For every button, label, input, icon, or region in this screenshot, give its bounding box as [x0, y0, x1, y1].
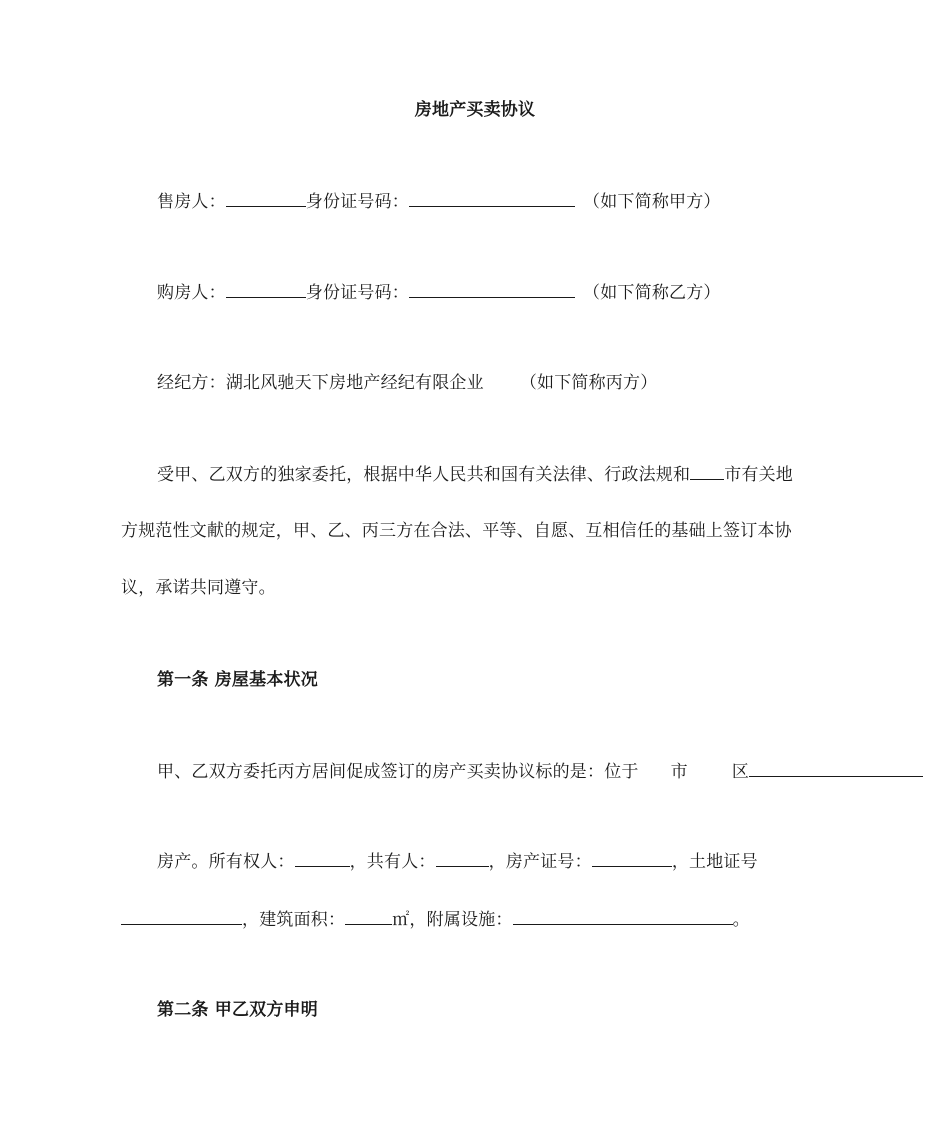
- facilities-blank[interactable]: [513, 907, 733, 925]
- agent-line: [0, 371, 950, 395]
- sentence-end: 。: [732, 910, 750, 930]
- seller-name-blank[interactable]: [226, 189, 306, 207]
- seller-label: 售房人：: [157, 192, 226, 212]
- agent-alias: （如下简称丙方）: [519, 373, 658, 393]
- article-2-heading: 第二条 甲乙双方申明: [157, 1000, 318, 1020]
- facilities-label: ㎡，附属设施：: [392, 910, 513, 930]
- owner-label: 房产。所有权人：: [157, 852, 295, 872]
- property-location-text: 甲、乙双方委托丙方居间促成签订的房产买卖协议标的是：位于: [157, 762, 639, 782]
- seller-id-blank[interactable]: [409, 189, 575, 207]
- article-1-heading: 第一条 房屋基本状况: [157, 670, 318, 690]
- owner-blank[interactable]: [295, 849, 350, 867]
- article-1-line-1: [0, 759, 950, 784]
- article-1-line-3: [0, 907, 950, 932]
- property-cert-label: ，房产证号：: [488, 852, 592, 872]
- land-cert-label: ，土地证号: [671, 852, 758, 872]
- district-label: 区: [731, 762, 750, 782]
- buyer-line: [0, 280, 950, 305]
- preamble-text-1a: 受甲、乙双方的独家委托，根据中华人民共和国有关法律、行政法规和: [157, 465, 691, 485]
- preamble-line-3: 议，承诺共同遵守。: [121, 578, 276, 598]
- land-cert-blank[interactable]: [121, 907, 242, 925]
- city-label: 市: [670, 762, 688, 782]
- property-cert-blank[interactable]: [592, 849, 672, 867]
- preamble-text-1b: 市有关地: [724, 465, 794, 485]
- buyer-name-blank[interactable]: [226, 280, 306, 298]
- preamble-line-1: [0, 462, 950, 487]
- agent-label: 经纪方：: [157, 373, 226, 393]
- buyer-id-label: 身份证号码：: [305, 283, 410, 303]
- co-owner-label: ，共有人：: [349, 852, 436, 872]
- preamble-line-2: 方规范性文献的规定，甲、乙、丙三方在合法、平等、自愿、互相信任的基础上签订本协: [121, 521, 792, 541]
- area-blank[interactable]: [345, 907, 392, 925]
- seller-line: [0, 189, 950, 214]
- document-title: 房地产买卖协议: [414, 100, 536, 120]
- article-1-line-2: [0, 849, 950, 874]
- address-blank[interactable]: [749, 759, 923, 777]
- co-owner-blank[interactable]: [436, 849, 489, 867]
- city-blank[interactable]: [690, 462, 724, 480]
- seller-id-label: 身份证号码：: [305, 192, 410, 212]
- buyer-alias: （如下简称乙方）: [583, 283, 721, 303]
- seller-alias: （如下简称甲方）: [583, 192, 721, 212]
- buyer-id-blank[interactable]: [409, 280, 575, 298]
- buyer-label: 购房人：: [157, 283, 226, 303]
- area-label: ，建筑面积：: [242, 910, 346, 930]
- agent-name: 湖北风驰天下房地产经纪有限企业: [225, 373, 484, 393]
